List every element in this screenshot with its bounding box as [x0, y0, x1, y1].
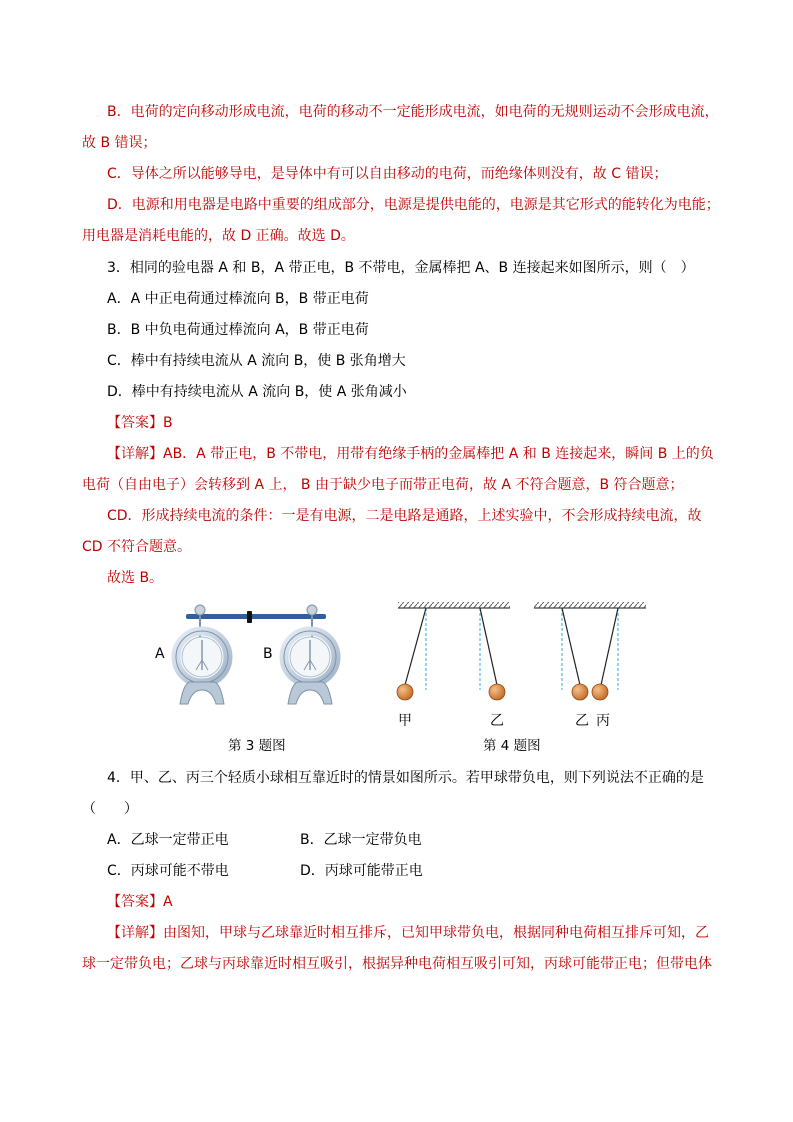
- q2-option-b-line2: 故 B 错误；: [82, 135, 157, 151]
- q4-answer-value: A: [163, 894, 173, 910]
- fig4-label-jia: 甲: [398, 713, 412, 729]
- ceiling-right: [534, 602, 646, 608]
- q3-detail-line1: [107, 444, 714, 464]
- q4-option-b: B．乙球一定带负电: [300, 832, 422, 848]
- figure-4-pendulums: [392, 598, 652, 708]
- q4-option-d: D．丙球可能带正电: [300, 863, 423, 879]
- metal-rod: [186, 614, 326, 619]
- ball-yi-2: [572, 684, 588, 700]
- q3-detail-line2: 电荷（自由电子）会转移到 A 上， B 由于缺少电子而带正电荷，故 A 不符合题意，B 符合题意；: [82, 477, 684, 493]
- q4-detail-label: 【详解】: [107, 925, 163, 941]
- fig3-caption: 第 3 题图: [228, 738, 286, 754]
- q2-option-d-line2: 用电器是消耗电能的，故 D 正确。故选 D。: [82, 228, 355, 244]
- q3-option-a: A．A 中正电荷通过棒流向 B，B 带正电荷: [107, 291, 369, 307]
- fig4-label-bing: 丙: [596, 713, 610, 729]
- q3-answer-value: B: [163, 415, 173, 431]
- q4-answer: [107, 892, 173, 912]
- q3-detail-line4: CD 不符合题意。: [82, 539, 192, 555]
- q3-detail-line3: CD．形成持续电流的条件：一是有电源，二是电路是通路，上述实验中，不会形成持续电流，故: [107, 508, 702, 524]
- q3-option-d: D．棒中有持续电流从 A 流向 B，使 A 张角减小: [107, 384, 407, 400]
- rod-insulating-handle: [247, 611, 252, 623]
- q4-option-c: C．丙球可能不带电: [107, 863, 229, 879]
- q4-stem-line1: 4．甲、乙、丙三个轻质小球相互靠近时的情景如图所示。若甲球带负电，则下列说法不正确的是: [107, 770, 704, 786]
- q3-option-b: B．B 中负电荷通过棒流向 A，B 带正电荷: [107, 322, 369, 338]
- q4-answer-label: 【答案】: [107, 894, 163, 910]
- q3-detail-label: 【详解】: [107, 446, 163, 462]
- q4-detail-text1: 由图知，甲球与乙球靠近时相互排斥，已知甲球带负电，根据同种电荷相互排斥可知，乙: [163, 925, 709, 941]
- fig3-label-a: A: [155, 646, 165, 662]
- figure-3-electroscopes: [150, 600, 350, 710]
- q3-answer: [107, 413, 173, 433]
- q4-detail-line1: [107, 923, 709, 943]
- electroscope-b: [284, 605, 336, 704]
- ceiling-left: [398, 602, 510, 608]
- ball-jia: [397, 684, 413, 700]
- q3-stem: 3．相同的验电器 A 和 B，A 带正电，B 不带电，金属棒把 A、B 连接起来如图所示，则（ ）: [107, 260, 695, 276]
- q4-detail-line2: 球一定带负电；乙球与丙球靠近时相互吸引，根据异种电荷相互吸引可知，丙球可能带正电；但带电体: [82, 956, 712, 972]
- q3-option-c: C．棒中有持续电流从 A 流向 B，使 B 张角增大: [107, 353, 406, 369]
- q2-option-d-line1: D．电源和用电器是电路中重要的组成部分，电源是提供电能的，电源是其它形式的能转化为电能；: [107, 197, 720, 213]
- ball-bing: [592, 684, 608, 700]
- q2-option-b-line1: B．电荷的定向移动形成电流，电荷的移动不一定能形成电流，如电荷的无规则运动不会形成电流，: [107, 104, 719, 120]
- fig4-caption: 第 4 题图: [483, 738, 541, 754]
- q4-stem-line2: （ ）: [82, 801, 138, 817]
- electroscope-a: [176, 605, 228, 704]
- ball-yi: [489, 684, 505, 700]
- q3-conclusion: 故选 B。: [107, 570, 164, 586]
- fig4-label-yi: 乙: [490, 713, 504, 729]
- q2-option-c-line: C．导体之所以能够导电，是导体中有可以自由移动的电荷，而绝缘体则没有，故 C 错误；: [107, 166, 668, 182]
- fig3-label-b: B: [263, 646, 273, 662]
- q3-detail-text1: AB．A 带正电，B 不带电，用带有绝缘手柄的金属棒把 A 和 B 连接起来，瞬间 B 上的负: [163, 446, 714, 462]
- fig4-label-yi-2: 乙: [575, 713, 589, 729]
- q3-answer-label: 【答案】: [107, 415, 163, 431]
- q4-option-a: A．乙球一定带正电: [107, 832, 229, 848]
